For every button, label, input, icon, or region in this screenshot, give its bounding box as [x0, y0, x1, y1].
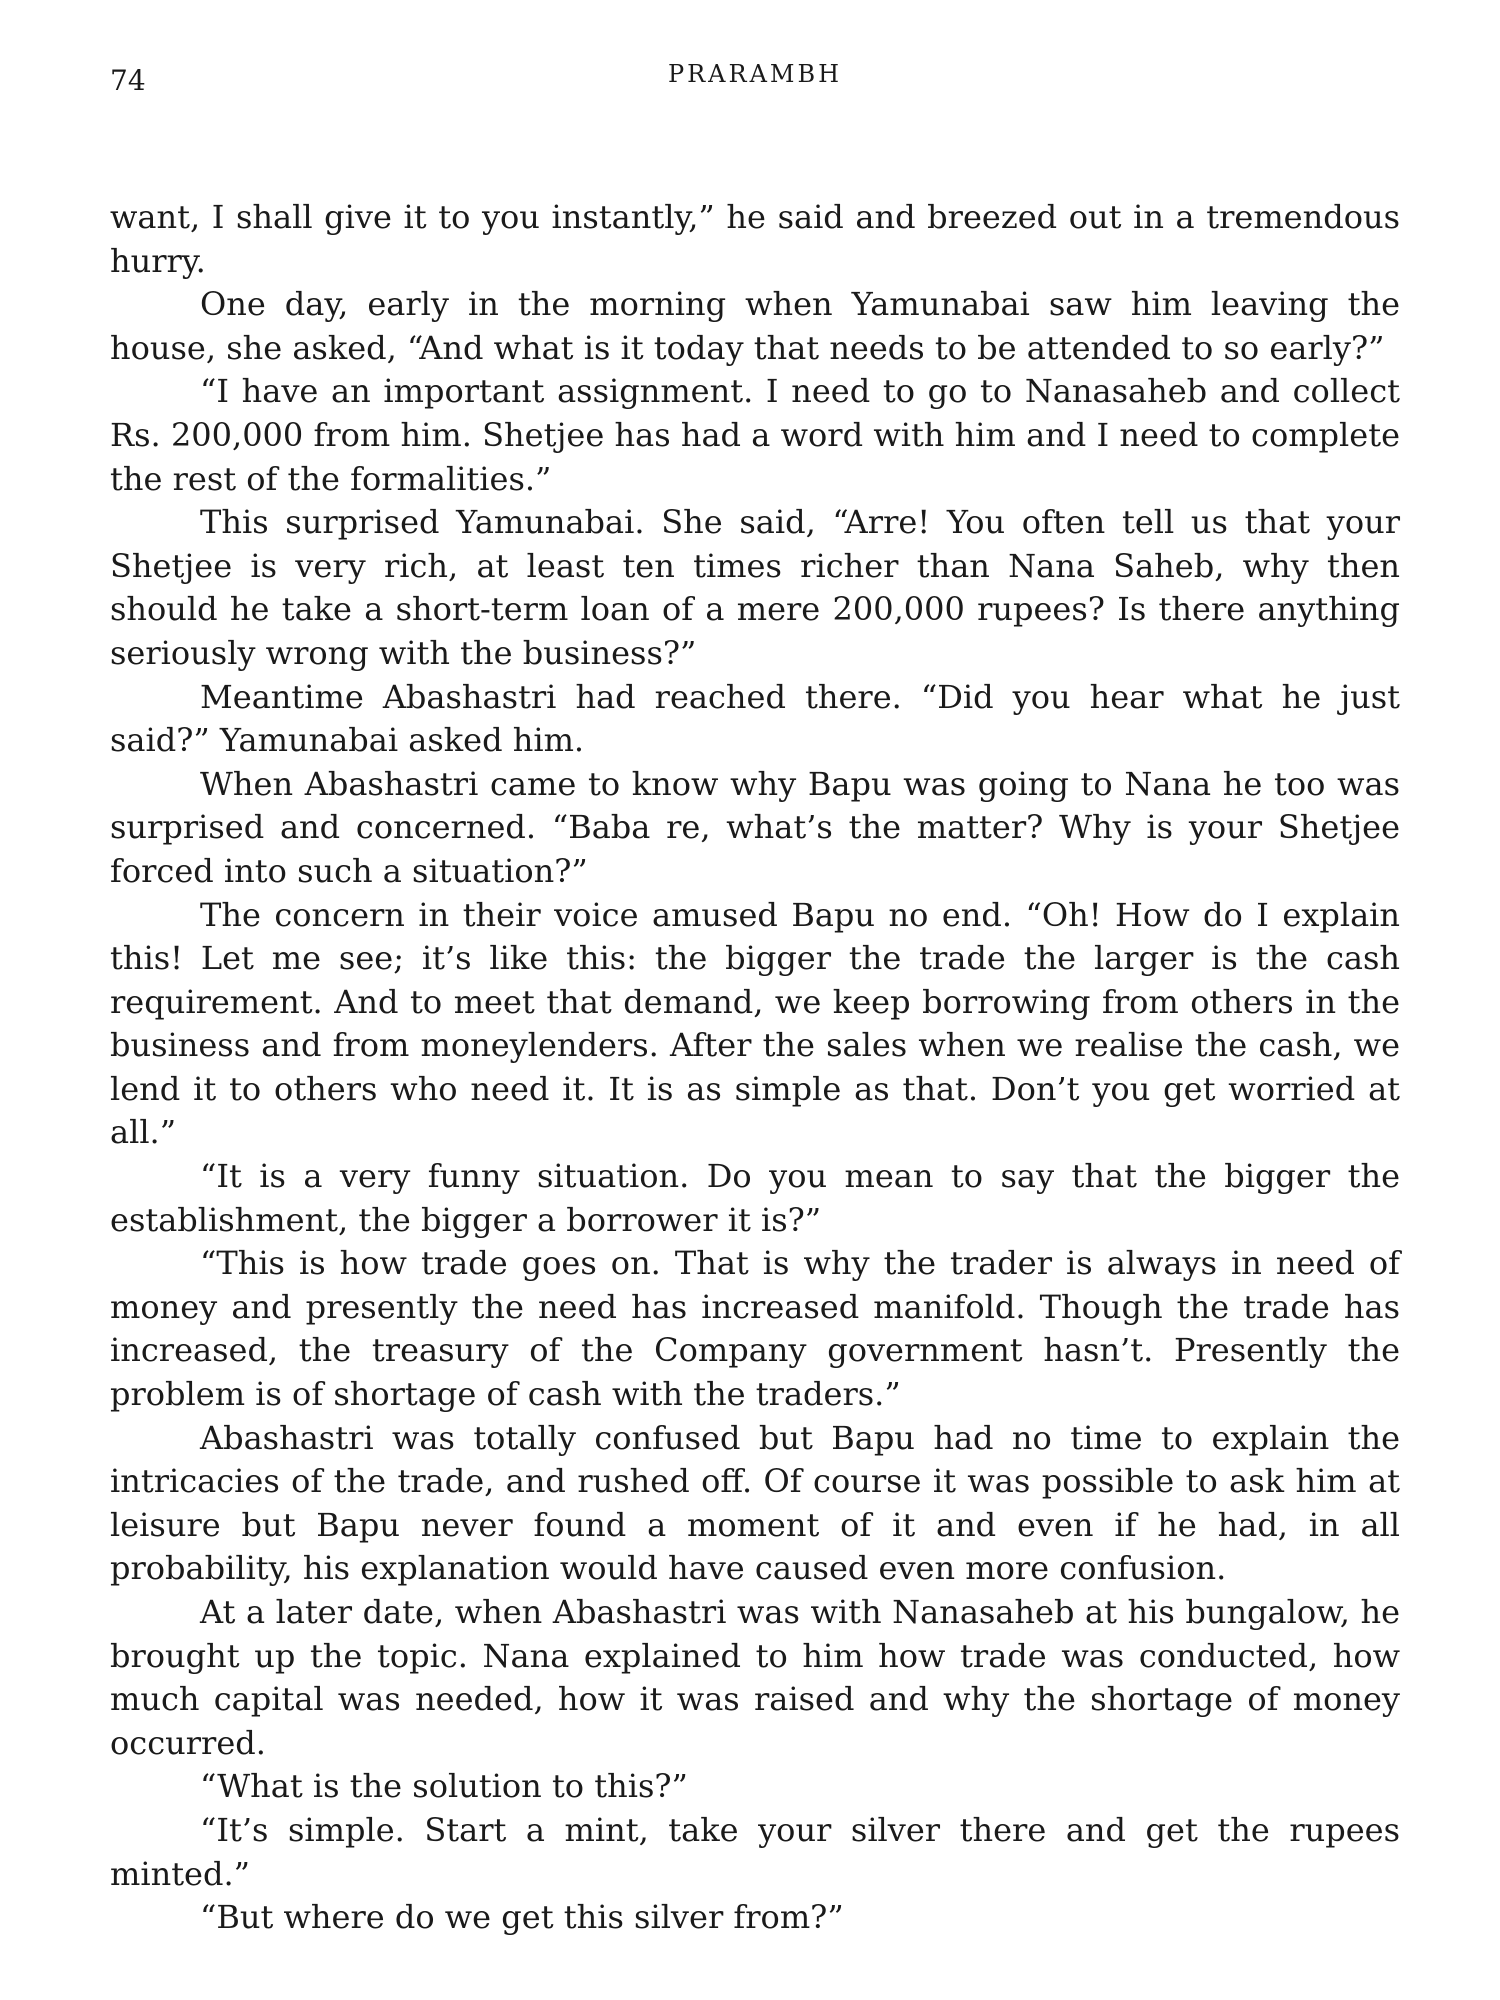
paragraph: When Abashastri came to know why Bapu was going to Nana he too was surprised and concerned. “Baba re, what’s the matter? Why is your Shetjee forced into such a situation?”: [110, 764, 1400, 890]
paragraph: “This is how trade goes on. That is why the trader is always in need of money and presently the need has increased manifold. Though the trade has increased, the treasury of the Company government hasn’t. Presently the problem is of shortage of cash with the traders.”: [110, 1244, 1400, 1414]
paragraph: “It’s simple. Start a mint, take your silver there and get the rupees minted.”: [110, 1810, 1400, 1893]
book-page: [110, 50, 1400, 1940]
paragraph: “It is a very funny situation. Do you mean to say that the bigger the establishment, the bigger a borrower it is?”: [110, 1157, 1400, 1239]
running-title: PRARAMBH: [667, 60, 843, 88]
paragraph: Meantime Abashastri had reached there. “Did you hear what he just said?” Yamunabai asked him.: [110, 677, 1400, 760]
paragraph: “I have an important assignment. I need to go to Nanasaheb and collect Rs. 200,000 from him. Shetjee has had a word with him and I need to complete the rest of the formalities.”: [110, 372, 1400, 498]
paragraph: One day, early in the morning when Yamunabai saw him leaving the house, she asked, “And what is it today that needs to be attended to so early?”: [110, 285, 1400, 367]
paragraph: The concern in their voice amused Bapu no end. “Oh! How do I explain this! Let me see; it’s like this: the bigger the trade the larger is the cash requirement. And to meet that demand, we keep borrowing from others in the business and from moneylenders. After the sales when we realise the cash, we lend it to others who need it. It is as simple as that. Don’t you get worried at all.”: [110, 895, 1400, 1152]
body-text: [110, 196, 1400, 1940]
page-header: [110, 50, 1400, 100]
paragraph: This surprised Yamunabai. She said, “Arre! You often tell us that your Shetjee is very rich, at least ten times richer than Nana Saheb, why then should he take a short-term loan of a mere 200,000 rupees? Is there anything seriously wrong with the business?”: [110, 503, 1400, 672]
page-number: 74: [110, 64, 146, 97]
paragraph: “But where do we get this silver from?”: [200, 1898, 844, 1937]
paragraph: want, I shall give it to you instantly,” he said and breezed out in a tremendous hurry.: [110, 198, 1400, 280]
paragraph: At a later date, when Abashastri was with Nanasaheb at his bungalow, he brought up the topic. Nana explained to him how trade was conducted, how much capital was needed, how it was raised and why the shortage of money occurred.: [110, 1593, 1400, 1762]
paragraph: “What is the solution to this?”: [200, 1767, 688, 1806]
paragraph: Abashastri was totally confused but Bapu had no time to explain the intricacies of the trade, and rushed off. Of course it was possible to ask him at leisure but Bapu never found a moment of it and even if he had, in all probability, his explanation would have caused even more confusion.: [110, 1418, 1400, 1588]
